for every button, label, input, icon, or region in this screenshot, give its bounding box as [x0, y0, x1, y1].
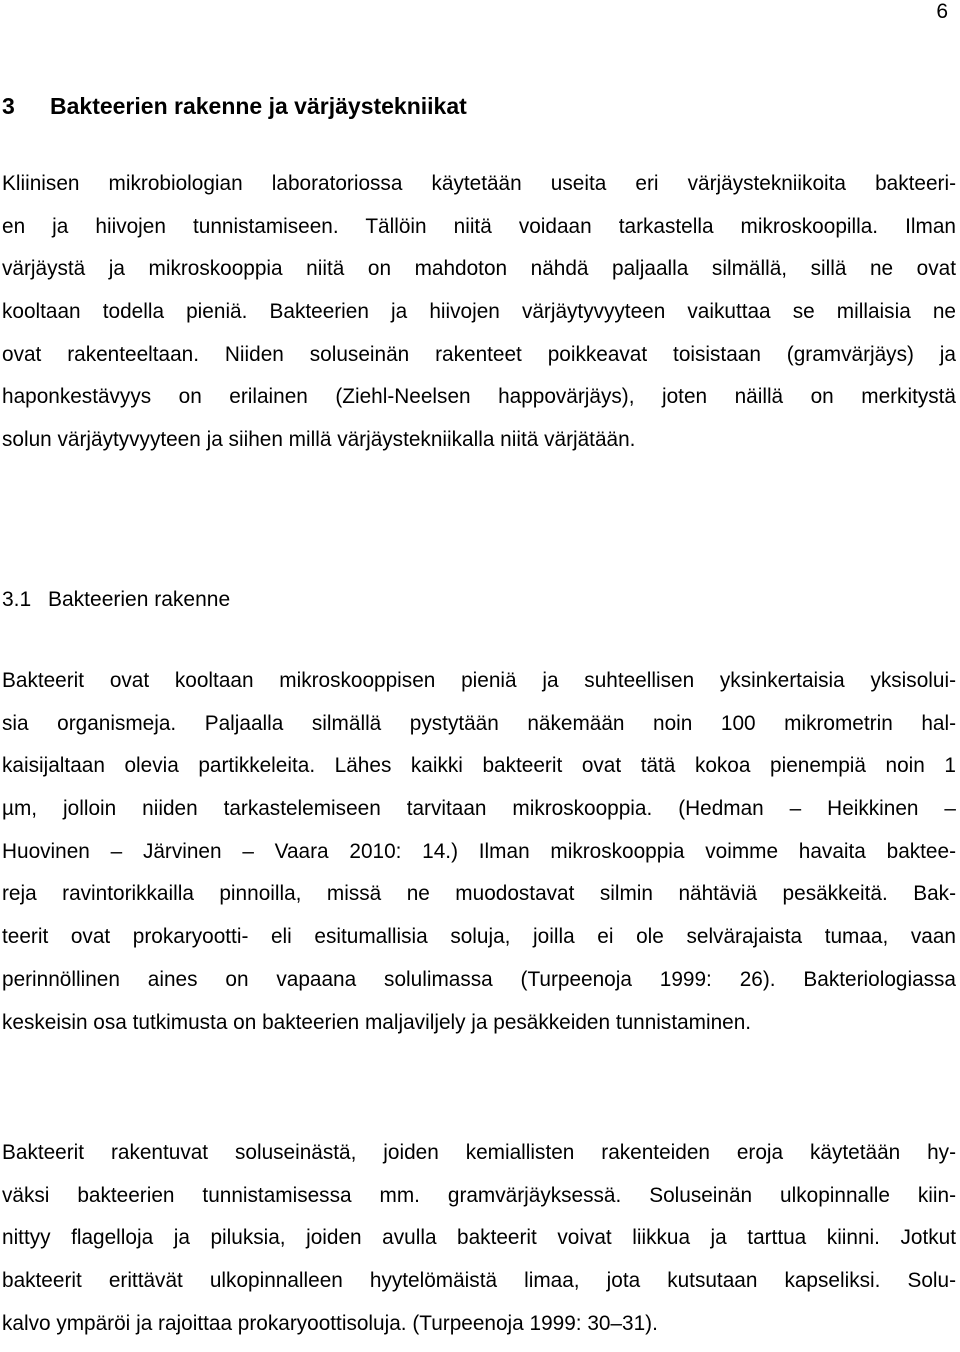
text-line: nittyy flagelloja ja piluksia, joiden avulla bakteerit voivat liikkua ja tarttua kiinni. Jotkut [2, 1226, 956, 1250]
text-line: bakteerit erittävät ulkopinnalleen hyytelömäistä limaa, jota kutsutaan kapseliksi. Solu- [2, 1269, 956, 1293]
section-number: 3 [2, 93, 15, 119]
text-line: ovat rakenteeltaan. Niiden soluseinän rakenteet poikkeavat toisistaan (gramvärjäys) ja [2, 342, 956, 366]
text-line: Huovinen – Järvinen – Vaara 2010: 14.) Ilman mikroskooppia voimme havaita baktee- [2, 839, 956, 863]
text-line: väksi bakteerien tunnistamisessa mm. gramvärjäyksessä. Soluseinän ulkopinnalle kiin- [2, 1183, 956, 1207]
text-line: kalvo ympäröi ja rajoittaa prokaryoottisoluja. (Turpeenoja 1999: 30–31). [2, 1311, 658, 1335]
page-number: 6 [936, 0, 948, 23]
text-line: sia organismeja. Paljaalla silmällä pystytään näkemään noin 100 mikrometrin hal- [2, 711, 956, 735]
text-line: Kliinisen mikrobiologian laboratoriossa käytetään useita eri värjäystekniikoita bakteeri- [2, 172, 956, 195]
text-line: värjäystä ja mikroskooppia niitä on mahdoton nähdä paljaalla silmällä, sillä ne ovat [2, 257, 956, 281]
text-line: Bakteerit rakentuvat soluseinästä, joiden kemiallisten rakenteiden eroja käytetään hy- [2, 1141, 956, 1164]
text-line: perinnöllinen aines on vapaana solulimassa (Turpeenoja 1999: 26). Bakteriologiassa [2, 967, 956, 991]
text-line: haponkestävyys on erilainen (Ziehl-Neelsen happovärjäys), joten näillä on merkitystä [2, 385, 956, 409]
text-line: reja ravintorikkailla pinnoilla, missä ne muodostavat silmin nähtäviä pesäkkeitä. Bak- [2, 882, 956, 906]
text-line: teerit ovat prokaryootti- eli esitumallisia soluja, joilla ei ole selvärajaista tumaa, vaan [2, 925, 956, 949]
text-line: kaisijaltaan olevia partikkeleita. Lähes kaikki bakteerit ovat tätä kokoa pienempiä noin 1 [2, 754, 956, 778]
section-heading-3-1 [2, 587, 230, 613]
text-line: kooltaan todella pieniä. Bakteerien ja hiivojen värjäytyvyyteen vaikuttaa se millaisia ne [2, 300, 956, 324]
text-line: µm, jolloin niiden tarkastelemiseen tarvitaan mikroskooppia. (Hedman – Heikkinen – [2, 797, 956, 821]
section-title: Bakteerien rakenne ja värjäystekniikat [50, 93, 467, 119]
subsection-number: 3.1 [2, 588, 32, 611]
text-line: Bakteerit ovat kooltaan mikroskooppisen pieniä ja suhteellisen yksinkertaisia yksisolui- [2, 669, 956, 692]
paragraph-cell-wall [2, 1139, 956, 1352]
text-line: en ja hiivojen tunnistamiseen. Tällöin niitä voidaan tarkastella mikroskoopilla. Ilman [2, 214, 956, 238]
text-line: keskeisin osa tutkimusta on bakteerien maljaviljely ja pesäkkeiden tunnistaminen. [2, 1010, 752, 1034]
paragraph-structure [2, 667, 956, 1051]
section-heading-3 [2, 92, 467, 120]
subsection-title: Bakteerien rakenne [48, 588, 231, 611]
text-line: solun värjäytyvyyteen ja siihen millä värjäystekniikalla niitä värjätään. [2, 428, 636, 452]
paragraph-intro [2, 170, 956, 469]
